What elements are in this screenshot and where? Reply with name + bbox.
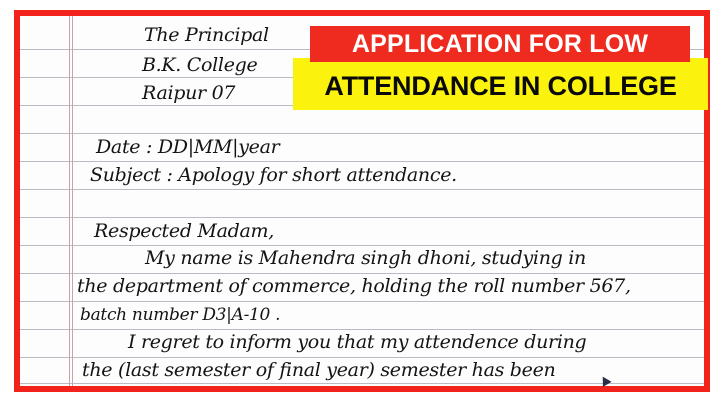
subject-line: Subject : Apology for short attendance. bbox=[90, 164, 457, 186]
body-line-3: batch number D3|A-10 . bbox=[80, 305, 281, 325]
body-line-2: the department of commerce, holding the roll number 567, bbox=[77, 275, 631, 297]
rule-line bbox=[20, 329, 704, 330]
rule-line bbox=[20, 133, 704, 134]
title-banner-line-1: APPLICATION FOR LOW bbox=[310, 26, 690, 62]
address-line-1: The Principal bbox=[144, 24, 269, 46]
address-line-2: B.K. College bbox=[142, 54, 258, 76]
rule-line bbox=[20, 161, 704, 162]
margin-line bbox=[69, 16, 70, 386]
rule-line bbox=[20, 189, 704, 190]
body-line-1: My name is Mahendra singh dhoni, studying in bbox=[145, 247, 586, 269]
rule-line bbox=[20, 301, 704, 302]
salutation: Respected Madam, bbox=[94, 220, 274, 242]
body-line-5: the (last semester of final year) semester has been bbox=[82, 359, 556, 381]
title-banner-line-2: ATTENDANCE IN COLLEGE bbox=[293, 58, 708, 110]
body-line-4: I regret to inform you that my attendence during bbox=[128, 331, 587, 353]
margin-line bbox=[72, 16, 73, 386]
rule-line bbox=[20, 357, 704, 358]
rule-line bbox=[20, 217, 704, 218]
rule-line bbox=[20, 245, 704, 246]
rule-line bbox=[20, 273, 704, 274]
date-line: Date : DD|MM|year bbox=[96, 136, 280, 158]
address-line-3: Raipur 07 bbox=[142, 82, 236, 104]
